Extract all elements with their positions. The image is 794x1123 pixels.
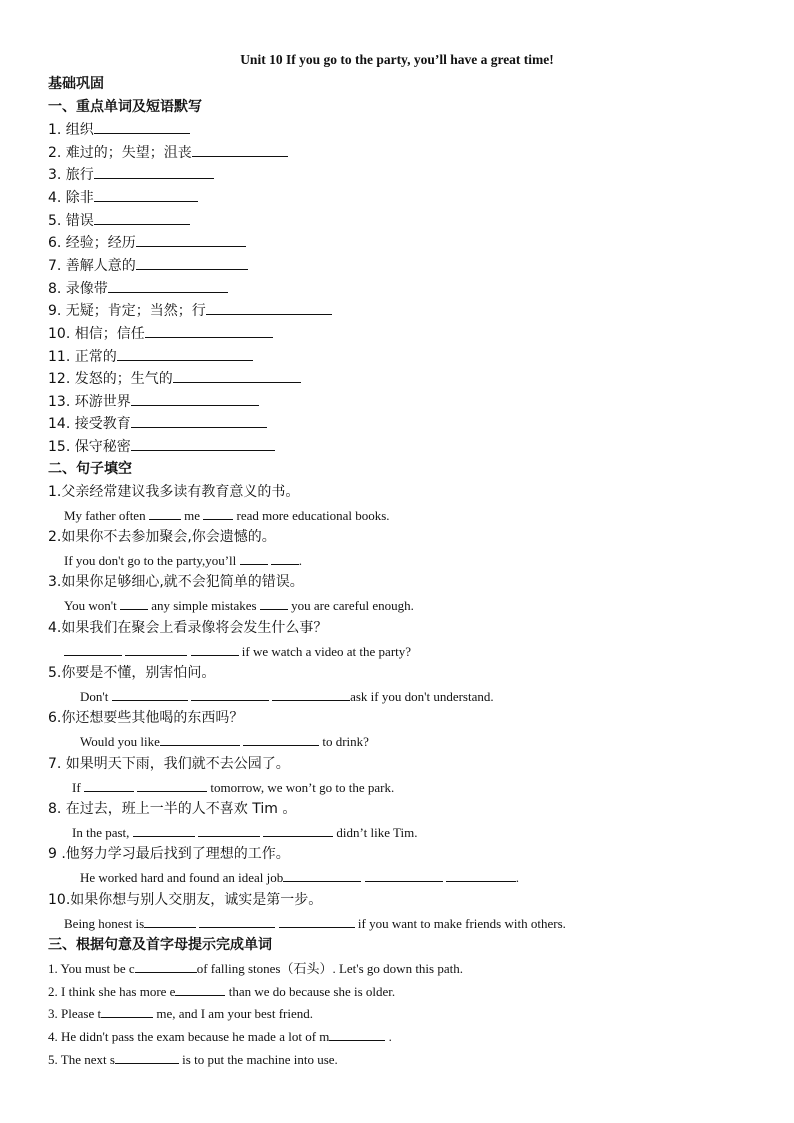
vocab-item: [48, 142, 288, 163]
sentence-chinese: 7. 如果明天下雨，我们就不去公园了。: [48, 756, 290, 772]
sentence-english: In the past, didn’t like Tim.: [72, 822, 417, 843]
answer-blank: [117, 346, 253, 361]
answer-blank: [125, 641, 187, 656]
answer-blank: [145, 323, 273, 338]
answer-blank: [192, 142, 288, 157]
vocab-item-label: 8. 录像带: [48, 281, 108, 297]
answer-blank: [191, 641, 239, 656]
word-completion-item: 4. He didn't pass the exam because he made a lot of m .: [48, 1026, 392, 1047]
vocab-item: [48, 278, 228, 299]
sentence-english: He worked hard and found an ideal job .: [80, 867, 519, 888]
sentence-chinese: 2.如果你不去参加聚会,你会遗憾的。: [48, 529, 276, 545]
answer-blank: [199, 913, 275, 928]
answer-blank: [108, 278, 228, 293]
answer-blank: [120, 595, 148, 610]
sentence-english: If you don't go to the party,you’ll .: [64, 550, 302, 571]
answer-blank: [329, 1026, 385, 1041]
word-completion-item: 5. The next s is to put the machine into use.: [48, 1049, 338, 1070]
vocab-item-label: 13. 环游世界: [48, 394, 131, 410]
vocab-item: [48, 255, 248, 276]
vocab-item: [48, 368, 301, 389]
sentence-chinese: 9 .他努力学习最后找到了理想的工作。: [48, 846, 290, 862]
answer-blank: [94, 164, 214, 179]
answer-blank: [191, 686, 269, 701]
word-completion-item: 3. Please t me, and I am your best friend.: [48, 1003, 313, 1024]
vocab-item-label: 7. 善解人意的: [48, 258, 136, 274]
answer-blank: [137, 777, 207, 792]
vocab-item: [48, 300, 332, 321]
sentence-english: Being honest is if you want to make friends with others.: [64, 913, 566, 934]
answer-blank: [446, 867, 516, 882]
answer-blank: [283, 867, 361, 882]
answer-blank: [243, 731, 319, 746]
vocab-item-label: 9. 无疑；肯定；当然；行: [48, 303, 206, 319]
answer-blank: [131, 436, 275, 451]
part3-heading: 三、根据句意及首字母提示完成单词: [48, 937, 272, 953]
answer-blank: [263, 822, 333, 837]
sentence-chinese: 5.你要是不懂，别害怕问。: [48, 665, 216, 681]
sentence-english: Would you like to drink?: [80, 731, 369, 752]
sentence-chinese: 6.你还想要些其他喝的东西吗？: [48, 710, 244, 726]
vocab-item: [48, 210, 190, 231]
vocab-item: [48, 323, 273, 344]
answer-blank: [115, 1049, 179, 1064]
answer-blank: [260, 595, 288, 610]
vocab-item-label: 4. 除非: [48, 190, 94, 206]
vocab-item-label: 2. 难过的；失望；沮丧: [48, 145, 192, 161]
sentence-chinese: 3.如果你足够细心,就不会犯简单的错误。: [48, 574, 304, 590]
sentence-english: My father often me read more educational books.: [64, 505, 390, 526]
answer-blank: [149, 505, 181, 520]
vocab-item-label: 11. 正常的: [48, 349, 117, 365]
word-completion-item: 2. I think she has more e than we do because she is older.: [48, 981, 395, 1002]
sentence-english: if we watch a video at the party?: [64, 641, 411, 662]
sentence-chinese: 8. 在过去，班上一半的人不喜欢 Tim 。: [48, 801, 297, 817]
section-title: 基础巩固: [48, 76, 104, 92]
worksheet-title: Unit 10 If you go to the party, you’ll have a great time!: [240, 52, 554, 67]
vocab-item-label: 1. 组织: [48, 122, 94, 138]
answer-blank: [84, 777, 134, 792]
answer-blank: [240, 550, 268, 565]
vocab-item-label: 3. 旅行: [48, 167, 94, 183]
answer-blank: [133, 822, 195, 837]
vocab-item: [48, 119, 190, 140]
vocab-item: [48, 436, 275, 457]
answer-blank: [135, 958, 197, 973]
answer-blank: [94, 119, 190, 134]
answer-blank: [131, 413, 267, 428]
vocab-item: [48, 232, 246, 253]
answer-blank: [173, 368, 301, 383]
vocab-item: [48, 164, 214, 185]
sentence-chinese: 4.如果我们在聚会上看录像将会发生什么事？: [48, 620, 328, 636]
answer-blank: [136, 255, 248, 270]
sentence-chinese: 10.如果你想与别人交朋友，诚实是第一步。: [48, 892, 323, 908]
part2-heading: 二、句子填空: [48, 461, 132, 477]
answer-blank: [136, 232, 246, 247]
answer-blank: [144, 913, 196, 928]
answer-blank: [175, 981, 225, 996]
sentence-english: If tomorrow, we won’t go to the park.: [72, 777, 394, 798]
sentence-english: You won't any simple mistakes you are careful enough.: [64, 595, 414, 616]
vocab-item-label: 6. 经验；经历: [48, 235, 136, 251]
answer-blank: [101, 1003, 153, 1018]
vocab-item: [48, 413, 267, 434]
answer-blank: [365, 867, 443, 882]
vocab-item-label: 14. 接受教育: [48, 416, 131, 432]
sentence-english: Don't ask if you don't understand.: [80, 686, 494, 707]
vocab-item: [48, 391, 259, 412]
vocab-item-label: 10. 相信；信任: [48, 326, 145, 342]
vocab-item: [48, 187, 198, 208]
vocab-item-label: 12. 发怒的；生气的: [48, 371, 173, 387]
vocab-item-label: 15. 保守秘密: [48, 439, 131, 455]
vocab-item-label: 5. 错误: [48, 213, 94, 229]
answer-blank: [198, 822, 260, 837]
vocab-item: [48, 346, 253, 367]
answer-blank: [272, 686, 350, 701]
answer-blank: [279, 913, 355, 928]
answer-blank: [94, 210, 190, 225]
answer-blank: [206, 300, 332, 315]
answer-blank: [271, 550, 299, 565]
answer-blank: [160, 731, 240, 746]
answer-blank: [112, 686, 188, 701]
part1-heading: 一、重点单词及短语默写: [48, 99, 202, 115]
answer-blank: [131, 391, 259, 406]
answer-blank: [94, 187, 198, 202]
word-completion-item: 1. You must be c of falling stones（石头）. Let's go down this path.: [48, 958, 463, 979]
sentence-chinese: 1.父亲经常建议我多读有教育意义的书。: [48, 484, 300, 500]
answer-blank: [64, 641, 122, 656]
answer-blank: [203, 505, 233, 520]
